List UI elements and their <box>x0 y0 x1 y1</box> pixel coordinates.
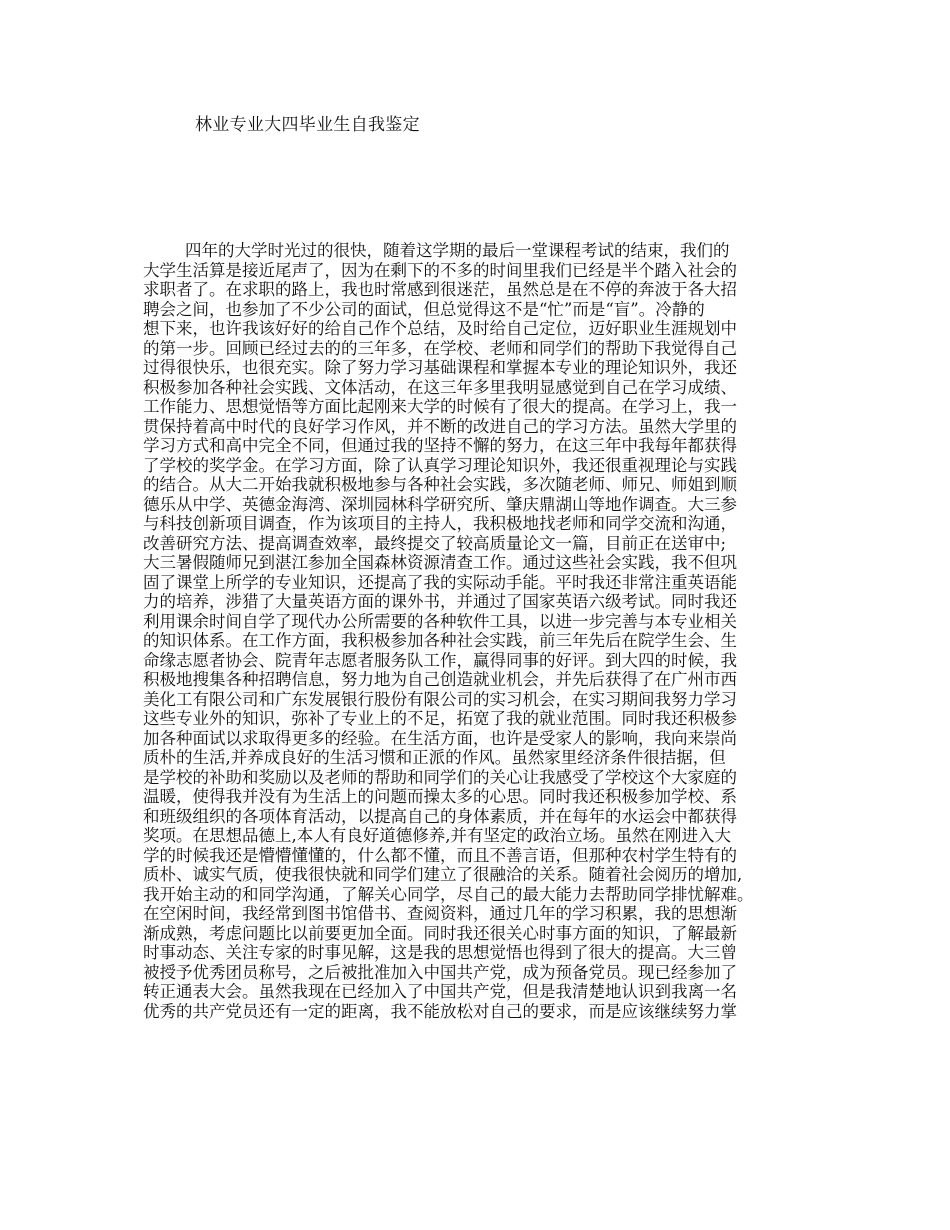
paragraph-line: 想下来，也许我该好好的给自己作个总结，及时给自己定位，迈好职业生涯规划中 <box>143 319 737 338</box>
paragraph-line: 是学校的补助和奖励以及老师的帮助和同学们的关心让我感受了学校这个大家庭的 <box>143 767 737 787</box>
paragraph-line: 聘会之间，也参加了不少公司的面试，但总觉得这不是“忙”而是“盲”。冷静的 <box>143 299 705 319</box>
paragraph-line: 大学生活算是接近尾声了，因为在剩下的不多的时间里我们已经是半个踏入社会的 <box>143 260 737 280</box>
paragraph-line: 的第一步。回顾已经过去的的三年多，在学校、老师和同学们的帮助下我觉得自己 <box>143 338 737 358</box>
paragraph-line: 积极参加各种社会实践、文体活动，在这三年多里我明显感觉到自己在学习成绩、 <box>143 377 737 397</box>
paragraph-line: 学的时候我还是懵懵懂懂的，什么都不懂，而且不善言语，但那种农村学生特有的 <box>143 845 737 865</box>
paragraph-line: 贯保持着高中时代的良好学习作风，并不断的改进自己的学习方法。虽然大学里的 <box>143 416 737 436</box>
paragraph-line: 力的培养，涉猎了大量英语方面的课外书，并通过了国家英语六级考试。同时我还 <box>143 592 737 611</box>
paragraph-line: 学习方式和高中完全不同，但通过我的坚持不懈的努力，在这三年中我每年都获得 <box>143 436 737 455</box>
document-title: 林业专业大四毕业生自我鉴定 <box>195 115 420 135</box>
paragraph-line: 利用课余时间自学了现代办公所需要的各种软件工具，以进一步完善与本专业相关 <box>143 611 737 631</box>
paragraph-line: 我开始主动的和同学沟通，了解关心同学，尽自己的最大能力去帮助同学排忧解难。 <box>143 884 754 904</box>
paragraph-line: 转正通表大会。虽然我现在已经加入了中国共产党，但是我清楚地认识到我离一名 <box>143 982 737 1001</box>
paragraph-line: 被授予优秀团员称号，之后被批准加入中国共产党，成为预备党员。现已经参加了 <box>143 962 737 982</box>
paragraph-line: 的知识体系。在工作方面，我积极参加各种社会实践，前三年先后在院学生会、生 <box>143 631 737 650</box>
paragraph-line: 时事动态、关注专家的时事见解，这是我的思想觉悟也得到了很大的提高。大三曾 <box>143 943 737 962</box>
paragraph-line: 优秀的共产党员还有一定的距离，我不能放松对自己的要求，而是应该继续努力掌 <box>143 1001 737 1021</box>
paragraph-line: 四年的大学时光过的很快，随着这学期的最后一堂课程考试的结束，我们的 <box>185 241 730 260</box>
paragraph-line: 奖项。在思想品德上,本人有良好道德修养,并有坚定的政治立场。虽然在刚进入大 <box>143 826 731 845</box>
paragraph-line: 积极地搜集各种招聘信息，努力地为自己创造就业机会，并先后获得了在广州市西 <box>143 670 737 689</box>
paragraph-line: 德乐从中学、英德金海湾、深圳园林科学研究所、肇庆鼎湖山等地作调查。大三参 <box>143 494 737 514</box>
paragraph-line: 了学校的奖学金。在学习方面，除了认真学习理论知识外，我还很重视理论与实践 <box>143 455 737 475</box>
paragraph-line: 美化工有限公司和广东发展银行股份有限公司的实习机会，在实习期间我努力学习 <box>143 689 737 709</box>
paragraph-line: 固了课堂上所学的专业知识，还提高了我的实际动手能。平时我还非常注重英语能 <box>143 572 737 592</box>
paragraph-line: 质朴、诚实气质，使我很快就和同学们建立了很融洽的关系。随着社会阅历的增加, <box>143 865 743 884</box>
paragraph-line: 温暖，使得我并没有为生活上的问题而操太多的心思。同时我还积极参加学校、系 <box>143 787 737 806</box>
paragraph-line: 和班级组织的各项体育活动，以提高自己的身体素质，并在每年的水运会中都获得 <box>143 806 737 826</box>
paragraph-line: 渐成熟，考虑问题比以前要更加全面。同时我还很关心时事方面的知识，了解最新 <box>143 923 737 943</box>
paragraph-line: 加各种面试以求取得更多的经验。在生活方面，也许是受家人的影响，我向来崇尚 <box>143 728 737 748</box>
paragraph-line: 大三暑假随师兄到湛江参加全国森林资源清查工作。通过这些社会实践，我不但巩 <box>143 553 737 572</box>
document-body <box>143 241 823 1021</box>
paragraph-line: 的结合。从大二开始我就积极地参与各种社会实践，多次随老师、师兄、师姐到顺 <box>143 475 737 494</box>
paragraph-line: 在空闲时间，我经常到图书馆借书、查阅资料，通过几年的学习积累，我的思想渐 <box>143 904 737 923</box>
paragraph-line: 与科技创新项目调查，作为该项目的主持人，我积极地找老师和同学交流和沟通， <box>143 514 737 533</box>
paragraph-line: 这些专业外的知识，弥补了专业上的不足，拓宽了我的就业范围。同时我还积极参 <box>143 709 737 728</box>
paragraph-line: 命缘志愿者协会、院青年志愿者服务队工作，赢得同事的好评。到大四的时候，我 <box>143 650 737 670</box>
paragraph-line: 改善研究方法、提高调查效率，最终提交了较高质量论文一篇，目前正在送审中; <box>143 533 727 553</box>
paragraph-line: 质朴的生活,并养成良好的生活习惯和正派的作风。虽然家里经济条件很拮据，但 <box>143 748 726 767</box>
paragraph-line: 求职者了。在求职的路上，我也时常感到很迷茫，虽然总是在不停的奔波于各大招 <box>143 280 737 299</box>
paragraph-line: 过得很快乐，也很充实。除了努力学习基础课程和掌握本专业的理论知识外，我还 <box>143 358 737 377</box>
paragraph-line: 工作能力、思想觉悟等方面比起刚来大学的时候有了很大的提高。在学习上，我一 <box>143 397 737 416</box>
